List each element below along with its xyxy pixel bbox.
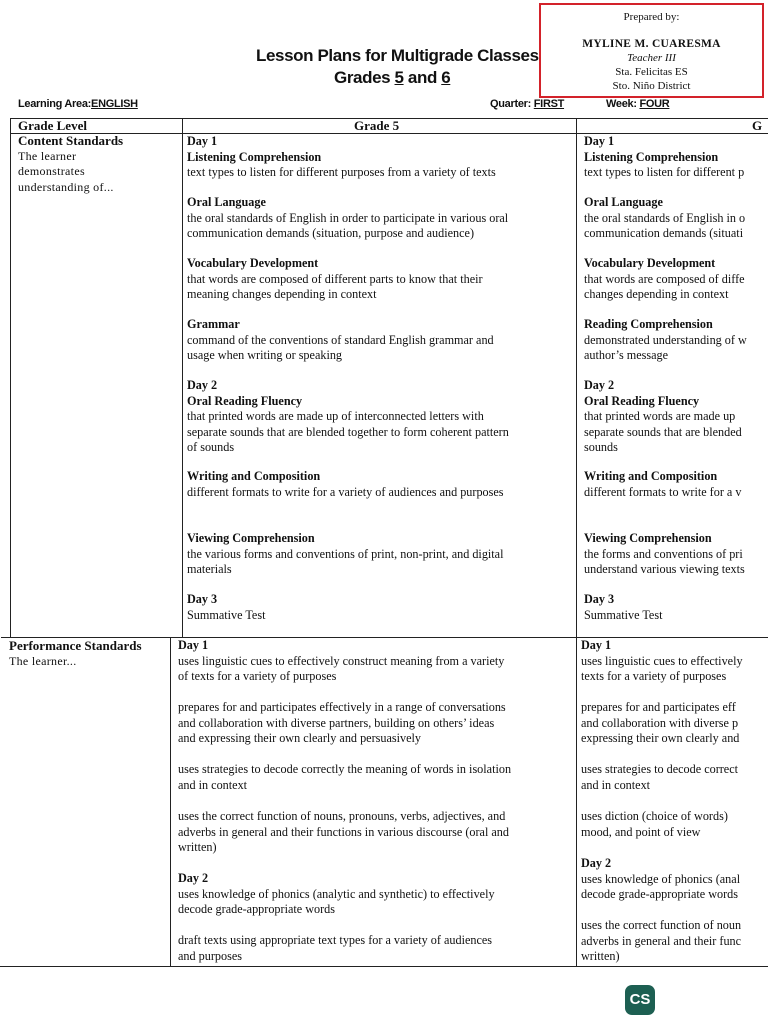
ps-g5-day: Day 2 xyxy=(178,871,209,885)
ps-g5-text: decode grade-appropriate words xyxy=(178,902,336,916)
cs-g5-text: materials xyxy=(187,562,232,576)
ps-g6-block xyxy=(581,856,768,918)
cs-g5-block xyxy=(187,195,573,256)
ps-g6-text: prepares for and participates eff xyxy=(581,700,736,714)
cs-g6-block xyxy=(584,195,768,256)
content-standards-grade5-cell xyxy=(187,134,573,623)
ps-g5-block xyxy=(178,700,573,762)
learning-area-value: ENGLISH xyxy=(91,98,138,110)
cs-g5-day: Day 1 xyxy=(187,134,218,148)
ps-g6-text: uses diction (choice of words) xyxy=(581,809,728,823)
cs-g6-text: text types to listen for different p xyxy=(584,165,745,179)
content-standards-sub-1: The learner xyxy=(18,148,77,163)
cs-g6-text: separate sounds that are blended xyxy=(584,424,742,439)
ps-g6-text: uses knowledge of phonics (anal xyxy=(581,871,741,886)
cs-g6-text: author’s message xyxy=(584,348,669,362)
cs-g6-block xyxy=(584,378,768,469)
ps-g5-text: of texts for a variety of purposes xyxy=(178,669,337,683)
ps-g6-day: Day 2 xyxy=(581,856,612,870)
camscanner-logo-icon: CS xyxy=(625,985,655,1015)
col-divider-2 xyxy=(576,118,577,967)
cs-g6-text: different formats to write for a v xyxy=(584,484,742,499)
cs-g6-day: Day 1 xyxy=(584,134,615,148)
performance-standards-grade5-cell xyxy=(178,638,573,964)
ps-g6-block xyxy=(581,918,768,965)
cs-g5-block xyxy=(187,531,573,592)
cs-g6-text: the forms and conventions of pri xyxy=(584,546,743,561)
performance-standards-label-cell xyxy=(9,638,169,669)
ps-g6-day: Day 1 xyxy=(581,638,612,652)
ps-g6-block xyxy=(581,762,768,809)
title-line-2 xyxy=(230,67,650,89)
cs-g5-text: communication demands (situation, purpose and audience) xyxy=(187,226,475,240)
cs-g5-text: that printed words are made up of interconnected letters with xyxy=(187,409,484,423)
ps-g6-block xyxy=(581,638,768,700)
cs-g6-heading: Oral Language xyxy=(584,195,663,209)
cs-g5-heading: Viewing Comprehension xyxy=(187,531,315,545)
ps-g6-text: uses strategies to decode correct xyxy=(581,762,739,776)
cs-g6-block xyxy=(584,256,768,317)
title-grade-a: 5 xyxy=(394,68,404,87)
ps-g6-text: expressing their own clearly and xyxy=(581,731,740,745)
col-divider-1-upper xyxy=(182,118,183,638)
learning-area xyxy=(18,98,138,110)
ps-g5-text: and in context xyxy=(178,777,248,792)
cs-g6-text: Summative Test xyxy=(584,607,663,622)
ps-g6-text: adverbs in general and their func xyxy=(581,933,742,948)
cs-g6-block xyxy=(584,531,768,592)
week xyxy=(606,98,669,110)
ps-g6-block xyxy=(581,809,768,856)
cs-g6-text: demonstrated understanding of w xyxy=(584,332,747,347)
cs-g6-heading: Writing and Composition xyxy=(584,469,718,483)
ps-g5-block xyxy=(178,638,573,700)
title-grades-prefix: Grades xyxy=(334,68,395,87)
cs-g6-text: that printed words are made up xyxy=(584,409,736,423)
cs-g6-block xyxy=(584,317,768,378)
ps-g5-text: written) xyxy=(178,840,217,854)
cs-g5-block xyxy=(187,469,573,531)
title-line-1: Lesson Plans for Multigrade Classes xyxy=(256,46,539,65)
content-standards-label-cell xyxy=(18,133,178,195)
ps-g5-block xyxy=(178,871,573,933)
cs-g6-block xyxy=(584,592,768,623)
ps-g5-text: uses linguistic cues to effectively construct meaning from a variety xyxy=(178,653,505,668)
header-grade-6: G xyxy=(752,118,763,133)
ps-g5-text: prepares for and participates effectively in a range of conversations xyxy=(178,700,506,714)
cs-g6-day: Day 3 xyxy=(584,592,615,606)
cs-g6-heading: Listening Comprehension xyxy=(584,149,719,164)
cs-g5-text: usage when writing or speaking xyxy=(187,348,343,362)
ps-g6-text: uses linguistic cues to effectively xyxy=(581,653,743,668)
ps-g6-text: texts for a variety of purposes xyxy=(581,669,727,683)
ps-g5-text: uses the correct function of nouns, pronouns, verbs, adjectives, and xyxy=(178,809,506,823)
teacher-position: Teacher III xyxy=(627,52,676,64)
cs-g5-text: separate sounds that are blended together to form coherent pattern xyxy=(187,424,509,439)
school-name: Sta. Felicitas ES xyxy=(615,66,688,78)
cs-g6-heading: Oral Reading Fluency xyxy=(584,393,700,408)
cs-g5-text: meaning changes depending in context xyxy=(187,287,377,301)
cs-g5-heading: Oral Language xyxy=(187,195,266,209)
content-standards-label: Content Standards xyxy=(18,133,124,148)
quarter-label: Quarter: xyxy=(490,98,534,110)
cs-g5-block xyxy=(187,256,573,317)
ps-g5-text: and collaboration with diverse partners, building on others’ ideas xyxy=(178,715,495,730)
content-standards-sub-2: demonstrates xyxy=(18,164,85,178)
ps-g6-text: written) xyxy=(581,949,620,963)
table-left-border xyxy=(10,118,11,638)
quarter-value: FIRST xyxy=(533,98,565,110)
header-grade-level: Grade Level xyxy=(18,118,87,133)
ps-g5-text: and expressing their own clearly and persuasively xyxy=(178,731,421,745)
ps-g5-text: and purposes xyxy=(178,948,242,963)
cs-g5-text: that words are composed of different parts to know that their xyxy=(187,271,483,286)
ps-g5-text: uses strategies to decode correctly the meaning of words in isolation xyxy=(178,762,512,776)
teacher-name: MYLINE M. CUARESMA xyxy=(582,38,721,50)
cs-g5-block xyxy=(187,317,573,378)
cs-g5-heading: Oral Reading Fluency xyxy=(187,393,303,408)
performance-standards-sub: The learner... xyxy=(9,653,77,668)
cs-g5-text: the various forms and conventions of print, non-print, and digital xyxy=(187,546,504,561)
col-divider-1-lower xyxy=(170,637,171,967)
title-grade-b: 6 xyxy=(441,68,451,87)
performance-standards-grade6-cell xyxy=(581,638,768,965)
ps-g5-text: uses knowledge of phonics (analytic and synthetic) to effectively xyxy=(178,886,495,901)
cs-g6-block xyxy=(584,134,768,195)
ps-g5-block xyxy=(178,933,573,964)
title-grades-mid: and xyxy=(403,68,442,87)
ps-g5-block xyxy=(178,762,573,809)
learning-area-label: Learning Area: xyxy=(18,98,92,110)
cs-g6-heading: Vocabulary Development xyxy=(584,256,716,270)
document-title xyxy=(230,45,650,89)
district-name: Sto. Niño District xyxy=(612,80,691,92)
cs-g6-text: the oral standards of English in o xyxy=(584,210,746,225)
cs-g5-heading: Writing and Composition xyxy=(187,469,321,483)
cs-g6-block xyxy=(584,469,768,531)
week-value: FOUR xyxy=(639,98,670,110)
cs-g5-block xyxy=(187,134,573,195)
prepared-by-label: Prepared by: xyxy=(623,11,680,23)
ps-g6-block xyxy=(581,700,768,762)
cs-g5-block xyxy=(187,378,573,469)
ps-g6-text: decode grade-appropriate words xyxy=(581,887,739,901)
cs-g6-text: that words are composed of diffe xyxy=(584,271,745,286)
cs-g6-day: Day 2 xyxy=(584,378,615,392)
cs-g6-text: changes depending in context xyxy=(584,287,729,301)
cs-g5-text: command of the conventions of standard English grammar and xyxy=(187,332,494,347)
ps-g5-block xyxy=(178,809,573,871)
cs-g6-text: sounds xyxy=(584,440,618,454)
cs-g5-text: text types to listen for different purposes from a variety of texts xyxy=(187,165,496,179)
content-standards-grade6-cell xyxy=(584,134,768,623)
cs-g6-text: communication demands (situati xyxy=(584,226,744,240)
content-standards-sub-3: understanding of... xyxy=(18,179,114,194)
ps-g6-text: and in context xyxy=(581,777,651,792)
header-grade-5: Grade 5 xyxy=(354,118,400,133)
cs-g5-text: different formats to write for a variety of audiences and purposes xyxy=(187,484,504,499)
cs-g6-heading: Reading Comprehension xyxy=(584,317,713,331)
ps-g6-text: mood, and point of view xyxy=(581,824,701,839)
ps-g5-day: Day 1 xyxy=(178,638,209,652)
table-bottom-border xyxy=(0,966,768,967)
cs-g5-day: Day 3 xyxy=(187,592,218,606)
cs-g5-heading: Listening Comprehension xyxy=(187,149,322,164)
cs-g5-text: of sounds xyxy=(187,440,235,454)
ps-g5-text: draft texts using appropriate text types for a variety of audiences xyxy=(178,933,493,947)
ps-g6-text: and collaboration with diverse p xyxy=(581,715,739,730)
cs-g5-heading: Grammar xyxy=(187,317,240,331)
cs-g5-text: Summative Test xyxy=(187,607,266,622)
cs-g5-day: Day 2 xyxy=(187,378,218,392)
cs-g5-block xyxy=(187,592,573,623)
week-label: Week: xyxy=(606,98,640,110)
cs-g6-heading: Viewing Comprehension xyxy=(584,531,712,545)
ps-g6-text: uses the correct function of noun xyxy=(581,918,742,932)
performance-standards-label: Performance Standards xyxy=(9,638,142,653)
cs-g6-text: understand various viewing texts xyxy=(584,562,745,576)
cs-g5-text: the oral standards of English in order to participate in various oral xyxy=(187,210,509,225)
ps-g5-text: adverbs in general and their functions in various discourse (oral and xyxy=(178,824,509,839)
quarter xyxy=(490,98,564,110)
cs-g5-heading: Vocabulary Development xyxy=(187,256,319,270)
